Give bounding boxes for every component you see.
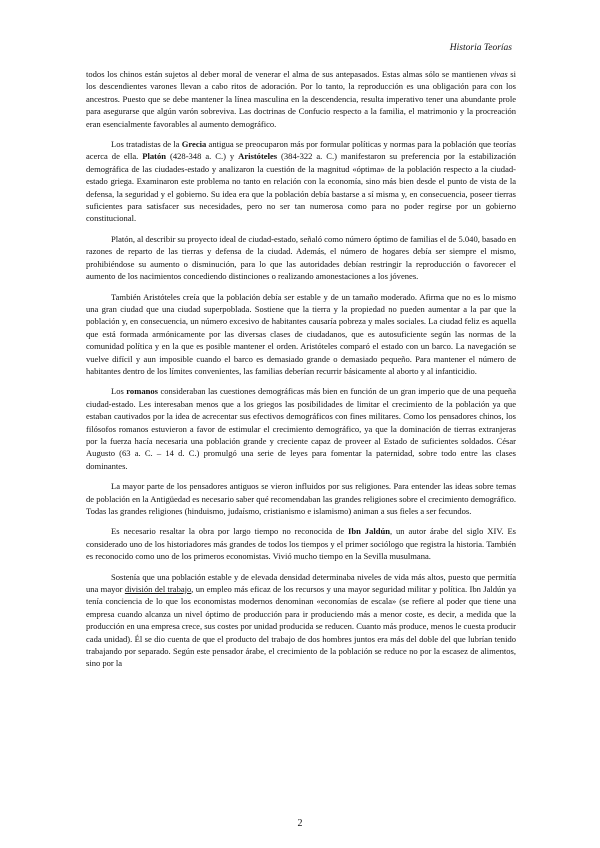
paragraph — [86, 480, 516, 517]
paragraph — [86, 571, 516, 670]
body-text — [86, 68, 516, 678]
text-run: antigua se preocuparon más por formular políticas y normas para la población que teorías acerca de ella. — [86, 139, 516, 162]
text-run: Es necesario resaltar la obra por largo tiempo no reconocida de — [111, 526, 349, 537]
bold-term: romanos — [126, 386, 158, 397]
paragraph — [86, 68, 516, 130]
paragraph — [86, 233, 516, 283]
text-run: Sostenía que una población estable y de elevada densidad determinaba niveles de vida más altos, puesto que permitía una mayor — [86, 571, 516, 595]
text-run: todos los chinos están sujetos al deber moral de venerar el alma de sus antepasados. Estas almas sólo se mantienen — [86, 69, 491, 79]
text-run: Los — [111, 386, 127, 397]
paragraph — [86, 291, 516, 378]
text-run: , un autor árabe del siglo XIV. Es considerado uno de los historiadores más grandes de todos los tiempos y el primer sociólogo que registra la historia. También es reconocido como uno de los primeros economistas. Vivió mucho tiempo en la Sevilla musulmana. — [86, 526, 516, 562]
bold-term: Ibn Jaldún — [348, 526, 390, 537]
bold-term: Grecia — [181, 139, 207, 150]
paragraph — [86, 525, 516, 562]
italic-term: vivas — [490, 69, 508, 79]
paragraph — [86, 385, 516, 472]
text-run: La mayor parte de los pensadores antiguos se vieron influidos por sus religiones. Para entender las ideas sobre temas de población en la Antigüedad es necesario saber qué recomendaban las grandes religiones sobre el crecimiento demográfico. Todas las grandes religiones (hinduismo, judaísmo, cristianismo e islamismo) animan a sus fieles a ser fecundos. — [86, 481, 516, 516]
running-header: Historia Teorías — [449, 43, 512, 53]
paragraph — [86, 138, 516, 225]
text-run: Los tratadistas de la — [111, 139, 182, 150]
text-run: consideraban las cuestiones demográficas más bien en función de un gran imperio que de una pequeña ciudad-estado. Les interesaban menos que a los griegos las posibilidades de limitar el crecimiento de la población ya que estaban cautivados por la idea de acrecentar sus efectivos demográficos con fines militares. Como los pensadores chinos, los filósofos romanos estuvieron a favor de estimular el crecimiento demográfico, ya que la dominación de tierras extranjeras por la fuerza hacía necesaria una población grande y creciente capaz de proveer al Estado de suficientes soldados. César Augusto (63 a. C. – 14 d. C.) promulgó una serie de leyes para fomentar la paternidad, sobre todo entre las clases dominantes. — [86, 386, 516, 471]
text-run: si los descendientes varones llevan a cabo ritos de adoración. Por lo tanto, la reproducción es una obligación para con los ancestros. Puesto que se debe mantener la línea masculina en la descendencia, resulta imperativo tener una abundante prole para asegurarse que algún varón sobreviva. Las doctrinas de Confucio respecto a la familia, el matrimonio y la procreación eran esencialmente favorables al aumento demográfico. — [86, 69, 516, 129]
page-number: 2 — [297, 818, 303, 829]
bold-term: Platón — [142, 151, 167, 162]
bold-term: Aristóteles — [238, 151, 278, 162]
text-run: , un empleo más eficaz de los recursos y una mayor seguridad militar y política. Ibn Jaldún ya tenía conciencia de lo que los economistas modernos denominan «economías de escala» (se refiere al poder que tiene una empresa cuando alcanza un nivel óptimo de producción para ir produciendo más a menor coste, es decir, a medida que la producción en una empresa crece, sus costes por unidad producida se reducen. Cuanto más produce, menos le cuesta producir cada unidad). Él se dio cuenta de que el producto del trabajo de dos hombres juntos era más del doble del que lubrían tenido trabajando por separado. Según este pensador árabe, el crecimiento de la población se reduce no por la escasez de alimentos, sino por la — [86, 584, 516, 669]
text-run: (384-322 a. C.) manifestaron su preferencia por la estabilización demográfica de las ciudades-estado y analizaron la cuestión de la magnitud «óptima» de la población respecto a la ciudad-estado griega. Examinaron este problema no tanto en relación con la economía, sino más bien desde el punto de vista de la defensa, la seguridad y el gobierno. Su idea era que la población debía bastarse a sí misma y, en consecuencia, poseer tierras suficientes para satisfacer sus necesidades, pero no ser tan numerosa como para no poder regirse por un gobierno constitucional. — [86, 151, 517, 224]
underlined-term: división del trabajo — [124, 584, 192, 595]
text-run: Platón, al describir su proyecto ideal de ciudad-estado, señaló como número óptimo de familias el de 5.040, basado en razones de reparto de las tierras y defensa de la ciudad. Además, el número de hogares debía ser siempre el mismo, prohibiéndose su aumento o disminución, para lo que las autoridades debían restringir la reproducción o favorecer el aumento de los nacimientos concediendo distinciones o realizando amonestaciones a los jóvenes. — [86, 233, 516, 282]
text-run: (428-348 a. C.) y — [166, 151, 239, 162]
text-run: También Aristóteles creía que la población debía ser estable y de un tamaño moderado. Afirma que no es lo mismo una gran ciudad que una ciudad superpoblada. Sostiene que la tierra y la propiedad no pueden aumentar a la par que la población y, en consecuencia, un número excesivo de habitantes causaría pobreza y males sociales. La ciudad feliz es aquella que está formada armónicamente por las diversas clases de ciudadanos, que es autosuficiente según las normas de la comunidad política y en la que es posible mantener el orden. Aristóteles comparó el estado con un barco. La navegación se vuelve difícil y aun imposible cuando el barco es demasiado grande o demasiado pequeño. Para mantener el número de habitantes dentro de los límites convenientes, las familias deberían recurrir básicamente al aborto y al infanticidio. — [86, 291, 516, 376]
